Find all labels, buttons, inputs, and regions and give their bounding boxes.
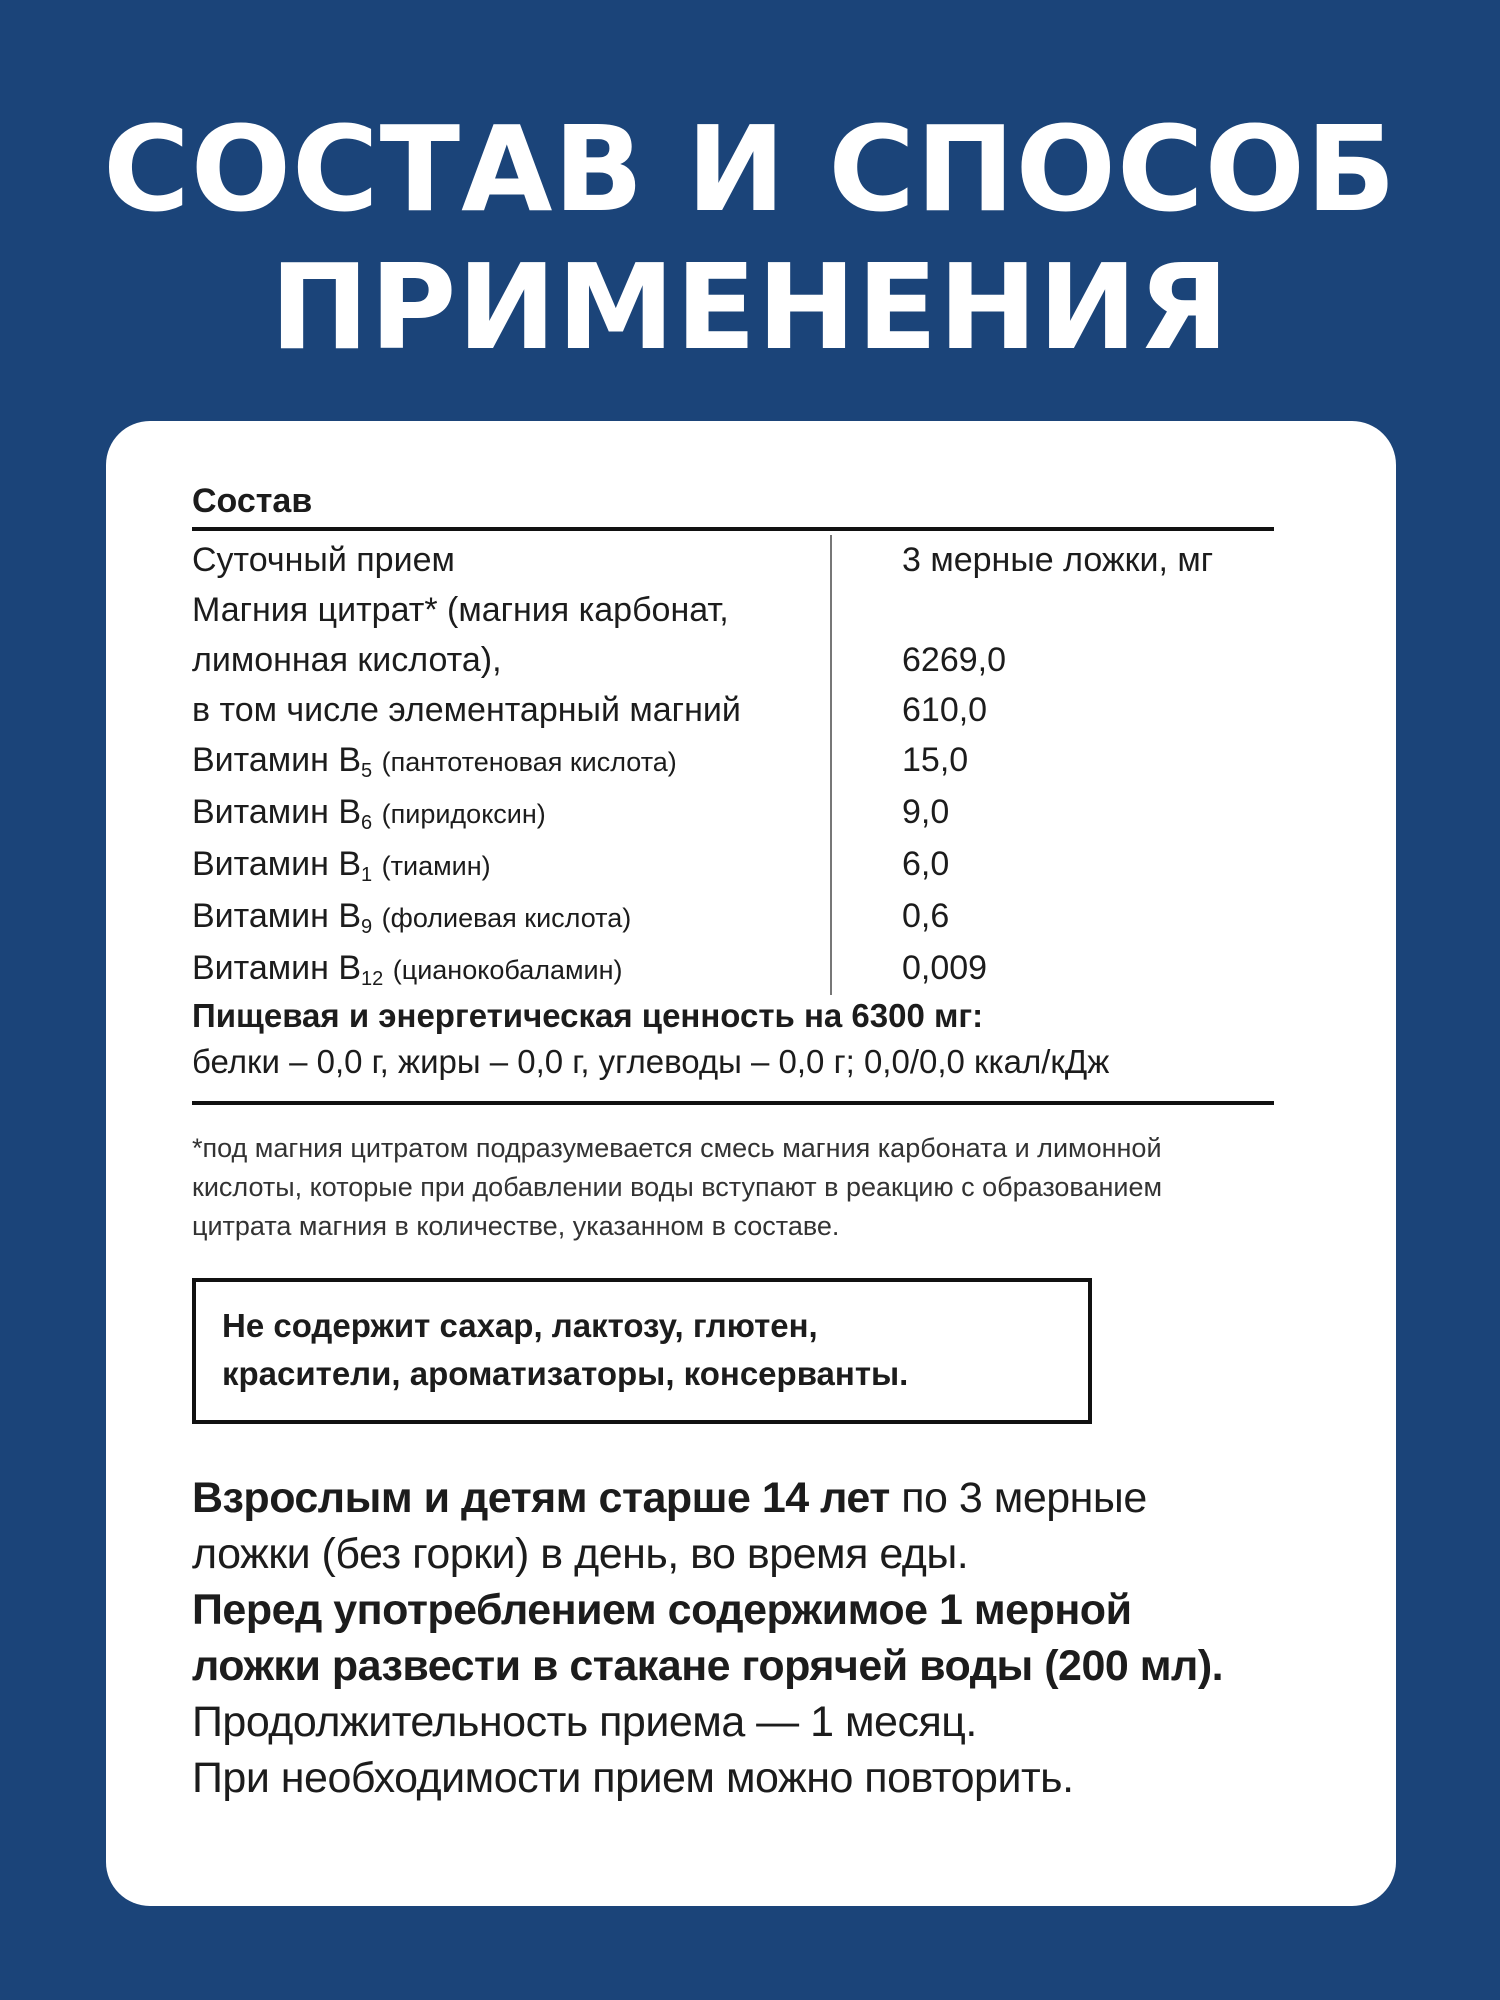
composition-table: [192, 535, 1274, 995]
vitamin-subscript: 9: [361, 916, 373, 938]
usage-audience: Взрослым и детям старше 14 лет: [192, 1474, 890, 1522]
footnote: [192, 1129, 1274, 1246]
vitamin-subscript: 12: [361, 968, 384, 990]
vitamin-subscript: 5: [361, 760, 373, 782]
vitamin-subscript: 6: [361, 812, 373, 834]
daily-intake-amount: 3 мерные ложки, мг: [902, 541, 1214, 579]
page-title: [0, 100, 1500, 376]
table-row: [192, 787, 1274, 839]
vitamin-amount: 6,0: [902, 845, 950, 883]
vitamin-amount: 15,0: [902, 741, 969, 779]
vitamin-name: Витамин B: [192, 793, 362, 831]
vitamin-name: Витамин B: [192, 897, 362, 935]
free-from-box: [192, 1278, 1092, 1424]
vitamin-name: Витамин B: [192, 741, 362, 779]
footnote-line: цитрата магния в количестве, указанном в составе.: [192, 1211, 840, 1241]
table-row: [192, 735, 1274, 787]
vitamin-description: (цианокобаламин): [392, 955, 623, 985]
usage-line: При необходимости прием можно повторить.: [192, 1754, 1074, 1802]
table-row: [192, 585, 1274, 635]
energy-values: белки – 0,0 г, жиры – 0,0 г, углеводы – 0,0 г; 0,0/0,0 ккал/кДж: [192, 1039, 1274, 1105]
elemental-magnesium-amount: 610,0: [902, 691, 988, 729]
table-row: [192, 891, 1274, 943]
elemental-magnesium-label: в том числе элементарный магний: [192, 691, 741, 729]
vitamin-subscript: 1: [361, 864, 373, 886]
usage-instructions: [192, 1470, 1274, 1806]
magnesium-label-line1: Магния цитрат* (магния карбонат,: [192, 591, 729, 629]
vitamin-description: (пиридоксин): [381, 799, 546, 829]
table-row: [192, 635, 1274, 685]
table-row: [192, 839, 1274, 891]
table-header-row: [192, 535, 1274, 585]
column-divider: [830, 535, 832, 995]
vitamin-description: (тиамин): [381, 851, 491, 881]
usage-prep-line: ложки развести в стакане горячей воды (200 мл).: [192, 1642, 1224, 1690]
free-from-line: Не содержит сахар, лактозу, глютен,: [222, 1307, 818, 1344]
title-line-1: СОСТАВ И СПОСОБ: [103, 100, 1397, 238]
title-line-2: ПРИМЕНЕНИЯ: [270, 238, 1230, 376]
card-content: [192, 481, 1274, 1806]
energy-heading: Пищевая и энергетическая ценность на 6300 мг:: [192, 997, 984, 1034]
vitamin-description: (пантотеновая кислота): [381, 747, 677, 777]
vitamin-amount: 0,6: [902, 897, 950, 935]
usage-prep-line: Перед употреблением содержимое 1 мерной: [192, 1586, 1132, 1634]
info-card: [106, 421, 1396, 1906]
vitamin-amount: 9,0: [902, 793, 950, 831]
magnesium-amount: 6269,0: [902, 641, 1006, 679]
vitamin-name: Витамин B: [192, 949, 362, 987]
composition-heading: Состав: [192, 481, 1274, 531]
footnote-line: кислоты, которые при добавлении воды вступают в реакцию с образованием: [192, 1172, 1163, 1202]
usage-line: ложки (без горки) в день, во время еды.: [192, 1530, 969, 1578]
table-row: [192, 943, 1274, 995]
vitamin-name: Витамин B: [192, 845, 362, 883]
vitamin-amount: 0,009: [902, 949, 988, 987]
daily-intake-label: Суточный прием: [192, 541, 455, 579]
free-from-line: красители, ароматизаторы, консерванты.: [222, 1355, 909, 1392]
table-row: [192, 685, 1274, 735]
usage-dose: по 3 мерные: [889, 1474, 1147, 1522]
footnote-line: *под магния цитратом подразумевается смесь магния карбоната и лимонной: [192, 1133, 1162, 1163]
vitamin-description: (фолиевая кислота): [381, 903, 632, 933]
usage-line: Продолжительность приема — 1 месяц.: [192, 1698, 977, 1746]
magnesium-label-line2: лимонная кислота),: [192, 641, 502, 679]
